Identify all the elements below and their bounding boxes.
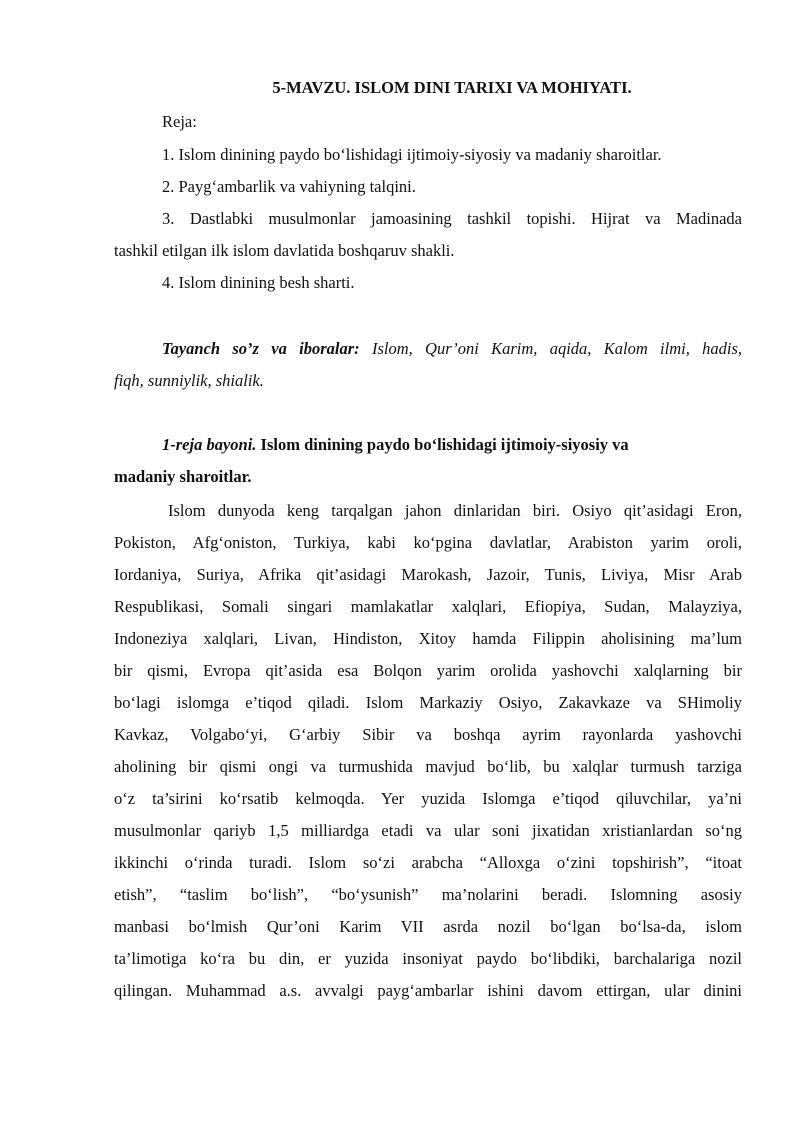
page-title: 5-MAVZU. ISLOM DINI TARIXI VA MOHIYATI. — [272, 78, 632, 97]
body-line-5: Indoneziya xalqlari, Livan, Hindiston, Xitoy hamda Filippin aholisining ma’lum — [114, 629, 742, 648]
section-title-2: madaniy sharoitlar. — [114, 467, 252, 486]
body-line-14: manbasi bo‘lmish Qur’oni Karim VII asrda nozil bo‘lgan bo‘lsa-da, islom — [114, 917, 742, 936]
plan-item-2: 2. Payg‘ambarlik va vahiyning talqini. — [162, 177, 416, 196]
keywords-line-1 — [162, 338, 742, 360]
body-line-11: musulmonlar qariyb 1,5 milliardga etadi va ular soni jixatidan xristianlardan so‘ng — [114, 821, 742, 840]
body-line-6: bir qismi, Evropa qit’asida esa Bolqon yarim orolida yashovchi xalqlarning bir — [114, 661, 742, 680]
body-line-15: ta’limotiga ko‘ra bu din, er yuzida insoniyat paydo bo‘libdiki, barchalariga nozil — [114, 949, 742, 968]
body-line-16: qilingan. Muhammad a.s. avvalgi payg‘ambarlar ishini davom ettirgan, ular dinini — [114, 981, 742, 1000]
body-line-4: Respublikasi, Somali singari mamlakatlar xalqlari, Efiopiya, Sudan, Malayziya, — [114, 597, 742, 616]
plan-item-3: 3. Dastlabki musulmonlar jamoasining tashkil topishi. Hijrat va Madinada — [162, 209, 742, 228]
plan-item-4: 4. Islom dinining besh sharti. — [162, 273, 355, 292]
plan-heading: Reja: — [162, 112, 197, 131]
body-line-7: bo‘lagi islomga e’tiqod qiladi. Islom Markaziy Osiyo, Zakavkaze va SHimoliy — [114, 693, 742, 712]
body-line-8: Kavkaz, Volgabo‘yi, G‘arbiy Sibir va boshqa ayrim rayonlarda yashovchi — [114, 725, 742, 744]
keywords-line-2: fiqh, sunniylik, shialik. — [114, 371, 264, 390]
section-heading-line-1 — [162, 434, 629, 456]
plan-item-3-continued: tashkil etilgan ilk islom davlatida boshqaruv shakli. — [114, 241, 455, 260]
plan-item-1: 1. Islom dinining paydo bo‘lishidagi ijtimoiy-siyosiy va madaniy sharoitlar. — [162, 145, 662, 164]
body-line-12: ikkinchi o‘rinda turadi. Islom so‘zi arabcha “Alloxga o‘zini topshirish”, “itoat — [114, 853, 742, 872]
section-title-1: Islom dinining paydo bo‘lishidagi ijtimoiy-siyosiy va — [260, 435, 629, 454]
body-line-1: Islom dunyoda keng tarqalgan jahon dinlaridan biri. Osiyo qit’asidagi Eron, — [168, 501, 742, 520]
body-line-13: etish”, “taslim bo‘lish”, “bo‘ysunish” ma’nolarini beradi. Islomning asosiy — [114, 885, 742, 904]
keywords-text-1: Islom, Qur’oni Karim, aqida, Kalom ilmi, hadis, — [371, 339, 743, 358]
section-label: 1-reja bayoni. — [162, 435, 257, 454]
body-line-3: Iordaniya, Suriya, Afrika qit’asidagi Marokash, Jazoir, Tunis, Liviya, Misr Arab — [114, 565, 742, 584]
body-line-10: o‘z ta’sirini ko‘rsatib kelmoqda. Yer yuzida Islomga e’tiqod qiluvchilar, ya’ni — [114, 789, 742, 808]
keywords-label: Tayanch so’z va iboralar: — [162, 339, 360, 358]
body-line-2: Pokiston, Afg‘oniston, Turkiya, kabi ko‘pgina davlatlar, Arabiston yarim oroli, — [114, 533, 742, 552]
body-line-9: aholining bir qismi ongi va turmushida mavjud bo‘lib, bu xalqlar turmush tarziga — [114, 757, 742, 776]
